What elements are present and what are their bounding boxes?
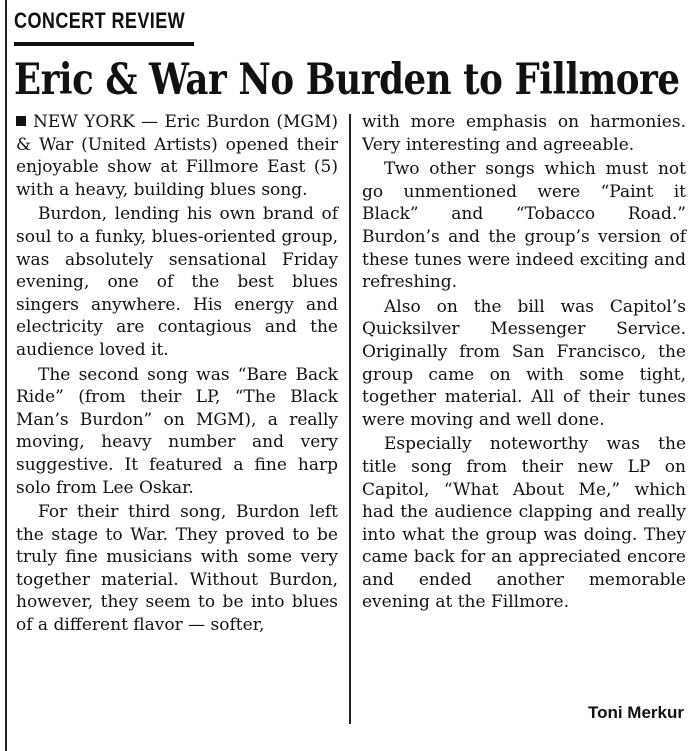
article-paragraph [16,111,338,201]
section-underline [14,42,194,46]
article-paragraph: Two other songs which must not go unmentioned were “Paint it Black” and “Tobacco Road.” Burdon’s and the group’s version of these tunes were indeed exciting and refreshing. [362,159,686,293]
article-paragraph: with more emphasis on harmonies. Very interesting and agreeable. [362,112,686,155]
left-column-rule [5,0,7,751]
article-paragraph: Also on the bill was Capitol’s Quicksilver Messenger Service. Originally from San Francisco, the group came on with some tight, together material. All of their tunes were moving and well done. [362,296,686,430]
article-column-right [362,111,686,616]
section-label: CONCERT REVIEW [14,8,186,33]
bullet-square-icon [16,116,26,126]
article-paragraph: Especially noteworthy was the title song from their new LP on Capitol, “What About Me,” which had the audience clapping and really into what the group was doing. They came back for an appreciated encore and ended another memorable evening at the Fillmore. [362,434,686,613]
article-paragraph-text: NEW YORK — Eric Burdon (MGM) & War (United Artists) opened their enjoyable show at Fillmore East (5) with a heavy, building blues song. [16,112,338,200]
byline: Toni Merkur [587,703,684,722]
article-column-left [16,111,338,639]
headline: Eric & War No Burden to Fillmore [14,55,680,105]
column-divider [349,114,351,724]
article-paragraph: The second song was “Bare Back Ride” (from their LP, “The Black Man’s Burdon” on MGM), a really moving, heavy number and very suggestive. It featured a fine harp solo from Lee Oskar. [16,364,338,498]
article-paragraph: Burdon, lending his own brand of soul to a funky, blues-oriented group, was absolutely sensational Friday evening, one of the best blues singers anywhere. His energy and electricity are contagious and the audience loved it. [16,204,338,360]
article-paragraph: For their third song, Burdon left the stage to War. They proved to be truly fine musicians with some very together material. Without Burdon, however, they seem to be into blues of a different flavor — softer, [16,502,338,636]
